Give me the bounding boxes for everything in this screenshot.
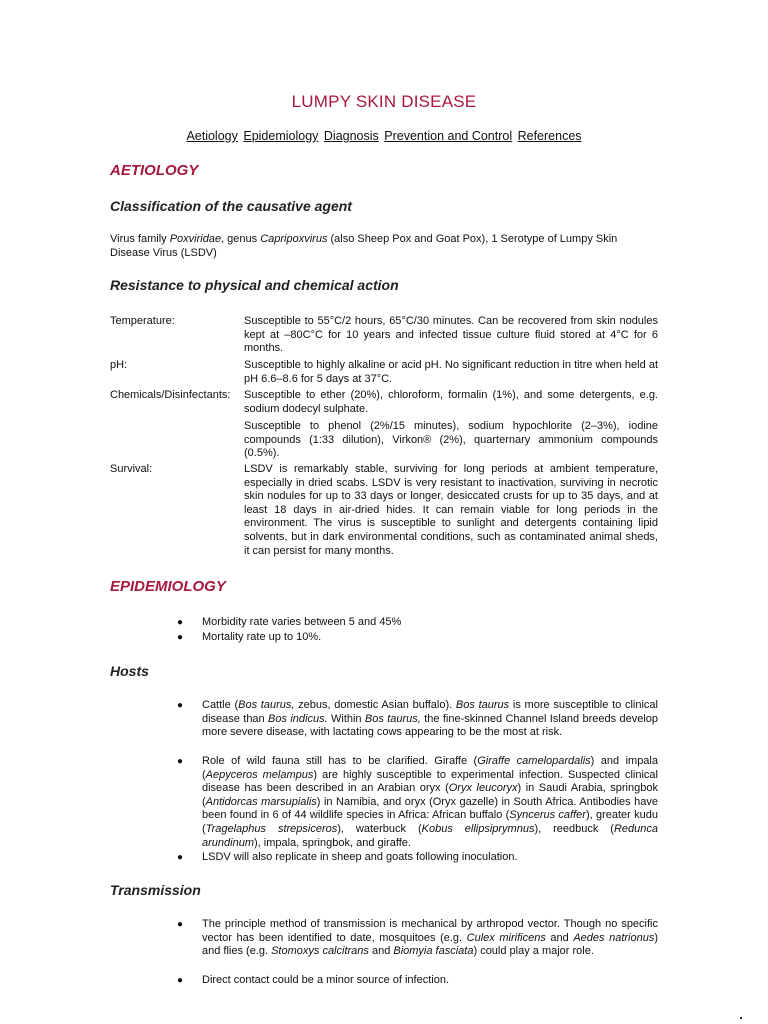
- temperature-label: Temperature:: [110, 315, 175, 327]
- bullet-icon: ●: [177, 617, 184, 628]
- bullet-icon: ●: [177, 975, 184, 986]
- bullet-icon: ●: [177, 852, 184, 863]
- link-aetiology[interactable]: Aetiology: [186, 129, 238, 143]
- bullet-icon: ●: [177, 919, 184, 930]
- transmission-heading: Transmission: [110, 882, 201, 898]
- link-references[interactable]: References: [517, 129, 582, 143]
- host-item-cattle: Cattle (Bos taurus, zebus, domestic Asian buffalo). Bos taurus is more susceptible to clinical disease than Bos indicus. Within Bos taurus, the fine-skinned Channel Island breeds develop more severe disease, with lactating cows appearing to be the most at risk.: [202, 699, 659, 739]
- classification-heading: Classification of the causative agent: [110, 198, 352, 214]
- temperature-text: Susceptible to 55°C/2 hours, 65°C/30 minutes. Can be recovered from skin nodules kept at –80C°C for 10 years and infected tissue culture fluid stored at 4°C for 6 months.: [244, 315, 658, 355]
- survival-text: LSDV is remarkably stable, surviving for long periods at ambient temperature, especially in dried scabs. LSDV is very resistant to inactivation, surviving in necrotic skin nodules for up to 33 days or longer, desiccated crusts for up to 35 days, and at least 18 days in air-dried hides. It can remain viable for long periods in the environment. The virus is susceptible to sunlight and detergents containing lipid solvents, but in dark environmental conditions, such as contaminated animal sheds, it can persist for many months.: [244, 463, 658, 557]
- chemicals-label: Chemicals/Disinfectants:: [110, 389, 231, 401]
- page-mark: [740, 1017, 742, 1019]
- bullet-icon: ●: [177, 632, 184, 643]
- bullet-icon: ●: [177, 756, 184, 767]
- mortality-item: Mortality rate up to 10%.: [202, 631, 322, 643]
- section-links: [0, 129, 768, 143]
- resistance-heading: Resistance to physical and chemical action: [110, 277, 399, 293]
- transmission-item-contact: Direct contact could be a minor source of infection.: [202, 974, 450, 986]
- bullet-icon: ●: [177, 700, 184, 711]
- morbidity-item: Morbidity rate varies between 5 and 45%: [202, 616, 402, 628]
- host-item-sheep-goats: LSDV will also replicate in sheep and goats following inoculation.: [202, 851, 518, 863]
- survival-label: Survival:: [110, 463, 153, 475]
- classification-text: Virus family Poxviridae, genus Capripoxvirus (also Sheep Pox and Goat Pox), 1 Serotype of Lumpy Skin Disease Virus (LSDV): [110, 233, 618, 259]
- transmission-item-vector: The principle method of transmission is mechanical by arthropod vector. Though no specific vector has been identified to date, mosquitoes (e.g. Culex mirificens and Aedes natrionus) and flies (e.g. Stomoxys calcitrans and Biomyia fasciata) could play a major role.: [202, 918, 659, 958]
- chemicals-text-2: Susceptible to phenol (2%/15 minutes), sodium hypochlorite (2–3%), iodine compounds (1:33 dilution), Virkon® (2%), quarternary ammonium compounds (0.5%).: [244, 420, 658, 460]
- hosts-heading: Hosts: [110, 663, 149, 679]
- ph-label: pH:: [110, 359, 128, 371]
- chemicals-text: Susceptible to ether (20%), chloroform, formalin (1%), and some detergents, e.g. sodium dodecyl sulphate.: [244, 389, 658, 415]
- page-title: LUMPY SKIN DISEASE: [291, 92, 477, 111]
- link-diagnosis[interactable]: Diagnosis: [323, 129, 379, 143]
- link-epidemiology[interactable]: Epidemiology: [243, 129, 319, 143]
- ph-text: Susceptible to highly alkaline or acid pH. No significant reduction in titre when held at pH 6.6–8.6 for 5 days at 37°C.: [244, 359, 658, 385]
- host-item-wildlife: Role of wild fauna still has to be clarified. Giraffe (Giraffe camelopardalis) and impala (Aepyceros melampus) are highly susceptible to experimental infection. Suspected clinical disease has been described in an Arabian oryx (Oryx leucoryx) in Saudi Arabia, springbok (Antidorcas marsupialis) in Namibia, and oryx (Oryx gazelle) in South Africa. Antibodies have been found in 6 of 44 wildlife species in Africa: African buffalo (Syncerus caffer), greater kudu (Tragelaphus strepsiceros), waterbuck (Kobus ellipsiprymnus), reedbuck (Redunca arundinum), impala, springbok, and giraffe.: [202, 755, 659, 849]
- epidemiology-heading: EPIDEMIOLOGY: [110, 578, 226, 595]
- link-prevention-control[interactable]: Prevention and Control: [384, 129, 513, 143]
- aetiology-heading: AETIOLOGY: [110, 162, 199, 179]
